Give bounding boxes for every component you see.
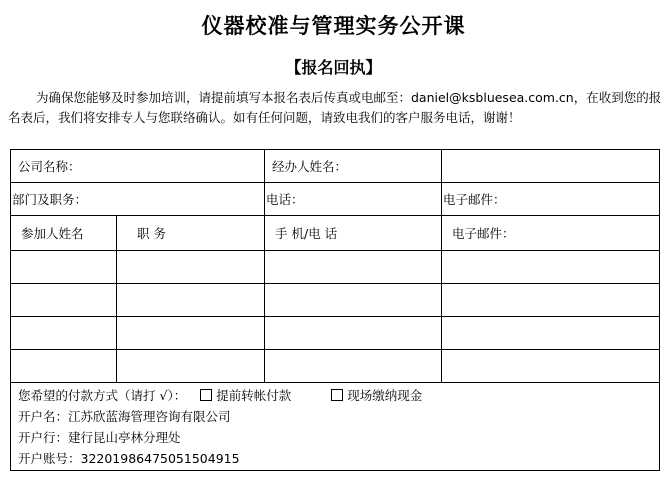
participant-row (11, 284, 660, 317)
participant-row (11, 251, 660, 284)
participant-phone-cell[interactable] (265, 350, 442, 383)
account-number-line: 开户账号：32201986475051504915 (18, 451, 240, 466)
department-field[interactable] (11, 183, 265, 216)
bank-line: 开户行：建行昆山亭林分理处 (18, 430, 181, 445)
participant-email-cell[interactable] (442, 284, 660, 317)
participant-phone-cell[interactable] (265, 251, 442, 284)
column-header-mobile: 手 机/电 话 (265, 216, 442, 251)
column-header-email: 电子邮件： (442, 216, 660, 251)
payment-prompt: 您希望的付款方式（请打 √）： (18, 388, 187, 403)
payment-cell (11, 383, 660, 471)
participant-position-cell[interactable] (117, 317, 265, 350)
participant-header-row (11, 216, 660, 251)
payment-method-line (18, 385, 652, 406)
participant-name-cell[interactable] (11, 350, 117, 383)
handler-name-value[interactable] (442, 150, 660, 183)
participant-position-cell[interactable] (117, 350, 265, 383)
handler-name-field[interactable] (265, 150, 442, 183)
department-label: 部门及职务： (12, 192, 88, 207)
participant-row (11, 317, 660, 350)
participant-row (11, 350, 660, 383)
participant-position-cell[interactable] (117, 284, 265, 317)
phone-label: 电话： (266, 192, 304, 207)
participant-position-cell[interactable] (117, 251, 265, 284)
page-title: 仪器校准与管理实务公开课 (201, 13, 466, 38)
page-subtitle: 【报名回执】 (285, 58, 382, 77)
intro-paragraph: 为确保您能够及时参加培训，请提前填写本报名表后传真或电邮至：daniel@ksbluesea.com.cn，在收到您的报名表后，我们将安排专人与您联络确认。如有任何问题，请致电我们的客户服务电话，谢谢！ (8, 90, 662, 125)
transfer-checkbox[interactable] (200, 389, 212, 401)
participant-phone-cell[interactable] (265, 317, 442, 350)
transfer-option-label: 提前转帐付款 (216, 388, 292, 403)
column-header-position: 职 务 (117, 216, 265, 251)
participant-name-cell[interactable] (11, 284, 117, 317)
payment-section (11, 383, 660, 471)
cash-checkbox[interactable] (331, 389, 343, 401)
participant-email-cell[interactable] (442, 317, 660, 350)
account-name-line: 开户名：江苏欣蓝海管理咨询有限公司 (18, 409, 231, 424)
registration-form (10, 149, 660, 471)
participant-name-cell[interactable] (11, 251, 117, 284)
company-name-label: 公司名称： (18, 159, 81, 174)
handler-name-label: 经办人姓名： (272, 159, 348, 174)
participant-email-cell[interactable] (442, 251, 660, 284)
column-header-name: 参加人姓名 (11, 216, 117, 251)
phone-field[interactable] (265, 183, 442, 216)
participant-email-cell[interactable] (442, 350, 660, 383)
cash-option-label: 现场缴纳现金 (347, 388, 423, 403)
form-row-department (11, 183, 660, 216)
email-label: 电子邮件： (443, 192, 506, 207)
company-name-field[interactable] (11, 150, 265, 183)
participant-name-cell[interactable] (11, 317, 117, 350)
email-field[interactable] (442, 183, 660, 216)
form-row-company (11, 150, 660, 183)
participant-phone-cell[interactable] (265, 284, 442, 317)
